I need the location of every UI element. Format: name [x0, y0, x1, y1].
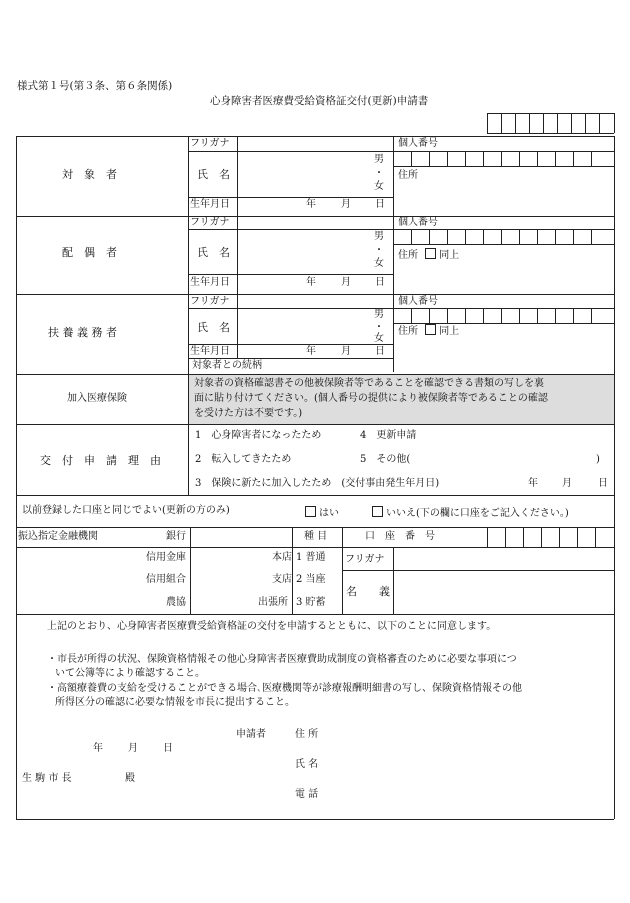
- support-birthdate-label: 生年月日: [190, 346, 230, 357]
- support-year: 年: [306, 346, 316, 357]
- declaration-item1-line2: いて公簿等により確認すること。: [55, 668, 205, 679]
- bank-type-shinkin: 信用金庫: [146, 552, 186, 563]
- reason-label: 交 付 申 請 理 由: [40, 454, 161, 467]
- reason-option-5[interactable]: 5 その他(: [360, 454, 411, 465]
- form-title: 心身障害者医療費受給資格証交付(更新)申請書: [210, 95, 429, 107]
- applicant-address-label: 住 所: [295, 729, 319, 740]
- form-number: 様式第１号(第３条、第６条関係): [17, 80, 173, 92]
- declaration-item1-line1: ・市長が所得の状況、保険資格情報その他心身障害者医療費助成制度の資格審査のために必要な事項につ: [47, 654, 517, 665]
- subject-birthdate-label: 生年月日: [190, 199, 230, 210]
- account-type-label: 種 目: [304, 531, 328, 542]
- applicant-name-label: 氏 名: [295, 759, 319, 770]
- subject-year: 年: [306, 199, 316, 210]
- spouse-birthdate-label: 生年月日: [190, 277, 230, 288]
- spouse-address-label: 住所: [398, 250, 418, 261]
- spouse-dot: ・: [374, 245, 384, 256]
- account-same-no[interactable]: いいえ(下の欄に口座をご記入ください。): [372, 506, 569, 519]
- applicant-label: 申請者: [236, 729, 266, 740]
- subject-heading: 対 象 者: [62, 168, 117, 181]
- support-address-line: [398, 324, 459, 337]
- support-name-label: 氏 名: [197, 321, 230, 334]
- account-same-question: 以前登録した口座と同じでよい(更新の方のみ): [22, 505, 230, 516]
- bank-type-bank: 銀行: [166, 531, 186, 542]
- holder-name-label: 名 義: [346, 585, 390, 598]
- support-same-checkbox[interactable]: [425, 326, 439, 337]
- date-month: 月: [128, 743, 138, 754]
- support-heading: 扶 養 義 務 者: [48, 326, 117, 339]
- spouse-year: 年: [306, 277, 316, 288]
- account-type-savings[interactable]: 3 貯蓄: [296, 597, 326, 608]
- subject-address-label: 住所: [398, 170, 418, 181]
- bank-label: 振込指定金融機関: [18, 531, 98, 542]
- spouse-male[interactable]: 男: [374, 231, 384, 242]
- subject-female[interactable]: 女: [374, 181, 384, 192]
- declaration-item2-line1: ・高額療養費の支給を受けることができる場合､医療機関等が診療報酬明細書の写し、保険資格情報その他: [47, 683, 522, 694]
- reason-option-2[interactable]: 2 転入してきたため: [195, 454, 292, 465]
- account-same-yes[interactable]: はい: [305, 506, 339, 519]
- reason-option-5-close: ): [596, 454, 600, 465]
- support-day: 日: [375, 346, 385, 357]
- support-female[interactable]: 女: [374, 333, 384, 344]
- bank-type-kumiai: 信用組合: [146, 574, 186, 585]
- date-day: 日: [163, 743, 173, 754]
- spouse-same-label: 同上: [439, 250, 460, 261]
- support-same-label: 同上: [439, 326, 460, 337]
- declaration-item2-line2: 所得区分の確認に必要な情報を市長に提出すること。: [55, 697, 295, 708]
- account-type-ordinary[interactable]: 1 普通: [296, 552, 326, 563]
- branch-type-branch: 支店: [272, 574, 292, 585]
- branch-type-sub: 出張所: [258, 597, 288, 608]
- spouse-furigana-label: フリガナ: [190, 217, 230, 228]
- spouse-same-checkbox[interactable]: [425, 250, 439, 261]
- support-relationship-label: 対象者との続柄: [192, 360, 262, 371]
- spouse-heading: 配 偶 者: [62, 246, 117, 259]
- reason-option-4[interactable]: 4 更新申請: [360, 430, 417, 441]
- reason-option-3[interactable]: 3 保険に新たに加入したため (交付事由発生年月日): [195, 478, 440, 489]
- subject-dot: ・: [374, 168, 384, 179]
- subject-month: 月: [341, 199, 351, 210]
- support-my-number-label: 個人番号: [398, 296, 438, 307]
- subject-furigana-label: フリガナ: [190, 138, 230, 149]
- addressee: 生 駒 市 長: [22, 773, 72, 784]
- support-month: 月: [341, 346, 351, 357]
- reason-year: 年: [528, 478, 538, 489]
- support-male[interactable]: 男: [374, 309, 384, 320]
- branch-type-head: 本店: [272, 552, 292, 563]
- insurance-notice-2: 面に貼り付けてください。(個人番号の提供により被保険者等であることの確認: [194, 393, 548, 404]
- subject-name-label: 氏 名: [197, 168, 230, 181]
- holder-furigana-label: フリガナ: [345, 554, 385, 565]
- reason-month: 月: [562, 478, 572, 489]
- insurance-notice-1: 対象者の資格確認書その他被保険者等であることを確認できる書類の写しを裏: [194, 378, 544, 389]
- insurance-label: 加入医療保険: [67, 393, 127, 404]
- insurance-notice-3: を受けた方は不要です。): [194, 408, 303, 419]
- spouse-address-line: [398, 248, 459, 261]
- applicant-phone-label: 電 話: [295, 789, 319, 800]
- subject-day: 日: [375, 199, 385, 210]
- support-furigana-label: フリガナ: [190, 296, 230, 307]
- reason-day: 日: [598, 478, 608, 489]
- spouse-female[interactable]: 女: [374, 258, 384, 269]
- spouse-day: 日: [375, 277, 385, 288]
- account-type-current[interactable]: 2 当座: [296, 574, 326, 585]
- support-dot: ・: [374, 322, 384, 333]
- date-year: 年: [93, 743, 103, 754]
- spouse-my-number-label: 個人番号: [398, 217, 438, 228]
- support-address-label: 住所: [398, 326, 418, 337]
- subject-male[interactable]: 男: [374, 154, 384, 165]
- reason-option-1[interactable]: 1 心身障害者になったため: [195, 430, 322, 441]
- declaration-intro: 上記のとおり、心身障害者医療費受給資格証の交付を申請するとともに、以下のことに同意します。: [47, 621, 497, 632]
- spouse-name-label: 氏 名: [197, 246, 230, 259]
- addressee-honorific: 殿: [125, 773, 135, 784]
- subject-my-number-label: 個人番号: [398, 138, 438, 149]
- account-number-label: 口 座 番 号: [365, 531, 435, 542]
- spouse-month: 月: [341, 277, 351, 288]
- bank-type-nokyo: 農協: [166, 597, 186, 608]
